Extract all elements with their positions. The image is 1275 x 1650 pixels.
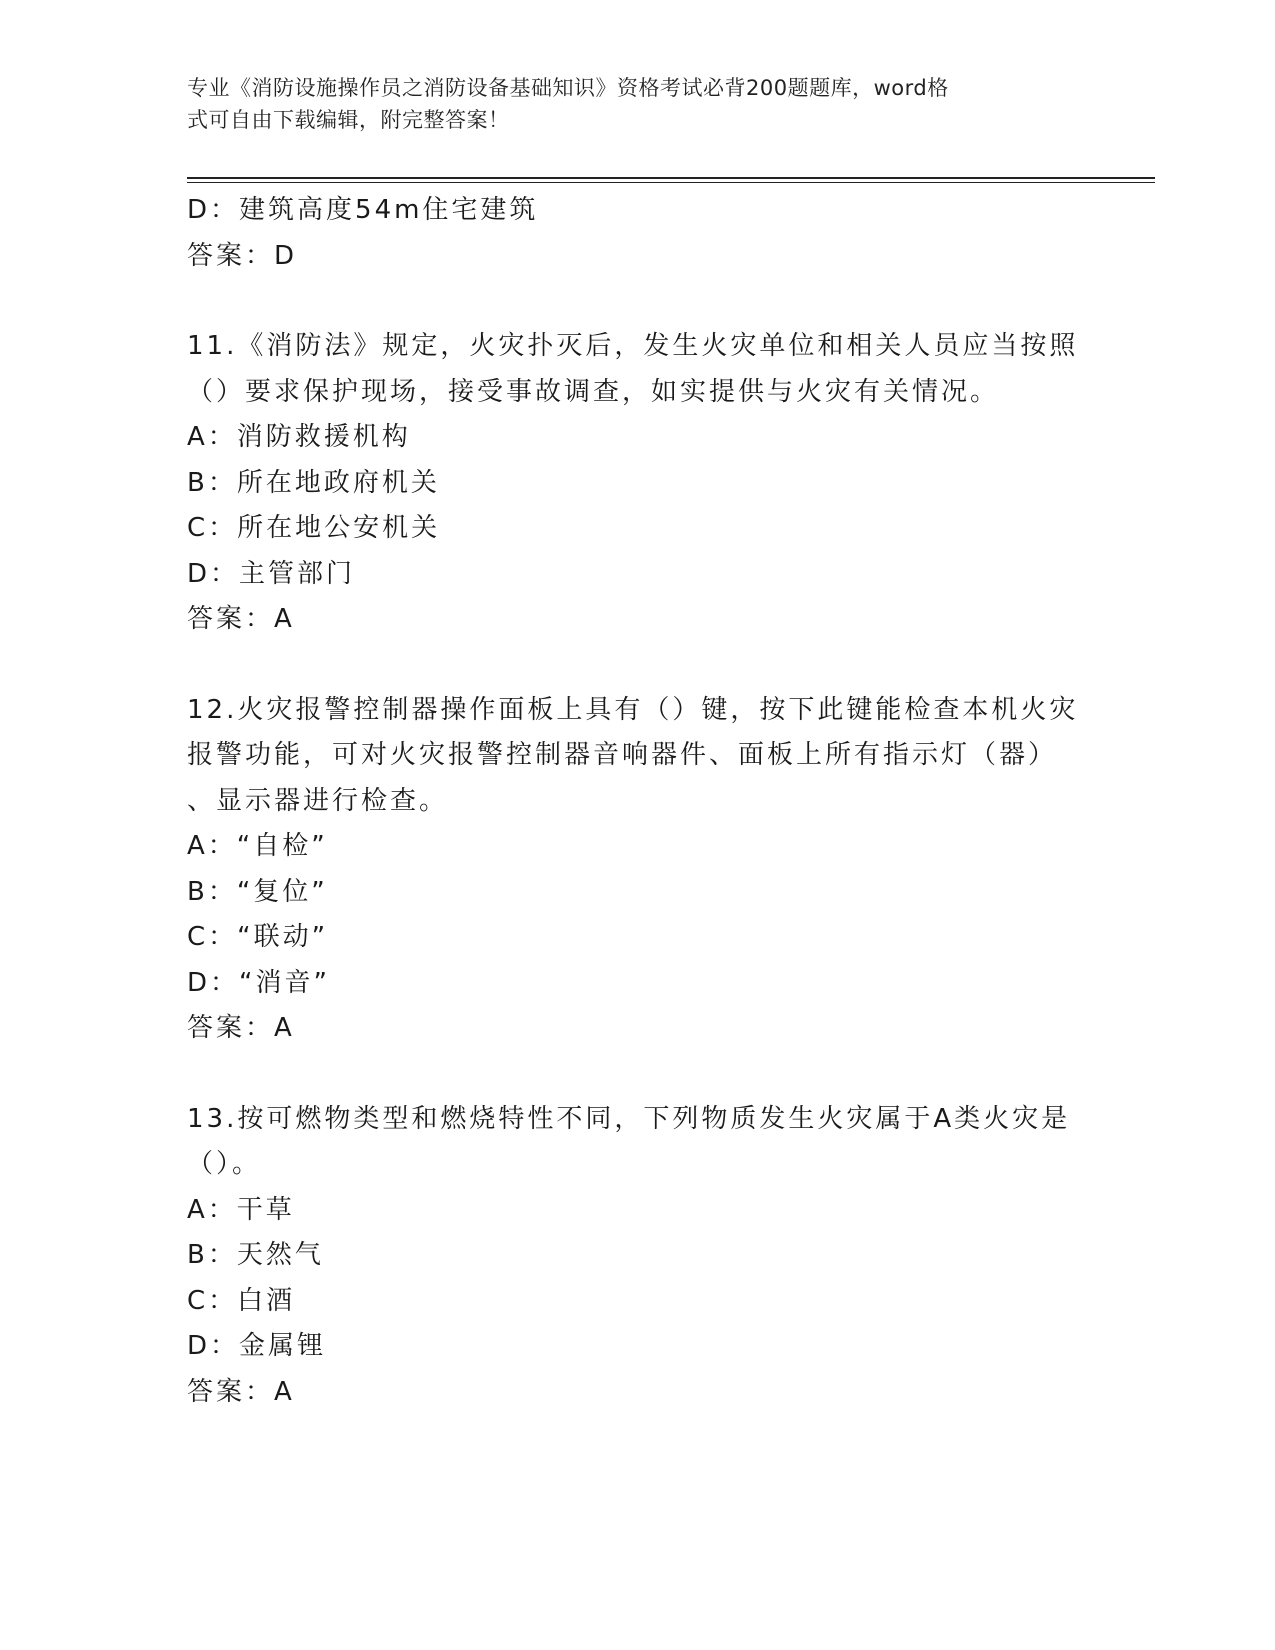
previous-question-tail	[187, 188, 1087, 279]
question-12	[187, 688, 1087, 1052]
answer: 答案：A	[187, 1013, 295, 1043]
option-a: A：消防救援机构	[187, 422, 411, 452]
answer: 答案：D	[187, 240, 298, 271]
option-a: A：干草	[187, 1194, 295, 1225]
option-b: B：所在地政府机关	[187, 467, 440, 498]
option-c: C：“联动”	[187, 922, 329, 952]
question-text-line: （）。	[187, 1149, 262, 1179]
answer: 答案：A	[187, 604, 295, 634]
header-title-line-2: 式可自由下载编辑，附完整答案！	[187, 108, 510, 132]
header-divider-thin	[187, 182, 1155, 183]
header-divider-thick	[187, 177, 1155, 179]
option-c: C：所在地公安机关	[187, 513, 441, 543]
question-text-line: 13.按可燃物类型和燃烧特性不同，下列物质发生火灾属于A类火灾是	[187, 1103, 1071, 1134]
option-c: C：白酒	[187, 1285, 296, 1316]
option-a: A：“自检”	[187, 831, 328, 861]
option-b: B：“复位”	[187, 876, 328, 907]
question-list	[187, 188, 1087, 1415]
option-b: B：天然气	[187, 1240, 324, 1270]
option-d: D：“消音”	[187, 967, 330, 998]
question-11	[187, 324, 1087, 643]
option-d: D：建筑高度54m住宅建筑	[187, 195, 539, 225]
question-text-line: 11.《消防法》规定，火灾扑灭后，发生火灾单位和相关人员应当按照	[187, 331, 1079, 361]
question-text-line: （）要求保护现场，接受事故调查，如实提供与火灾有关情况。	[187, 376, 1000, 407]
header-title-line-1: 专业《消防设施操作员之消防设备基础知识》资格考试必背200题题库，word格	[187, 76, 949, 100]
question-text-line: 报警功能，可对火灾报警控制器音响器件、面板上所有指示灯（器）	[187, 740, 1058, 770]
question-text-line: 12.火灾报警控制器操作面板上具有（）键，按下此键能检查本机火灾	[187, 694, 1079, 725]
option-d: D：主管部门	[187, 558, 356, 589]
document-header	[187, 72, 1067, 136]
answer: 答案：A	[187, 1376, 295, 1407]
option-d: D：金属锂	[187, 1331, 327, 1361]
question-13	[187, 1097, 1087, 1416]
question-text-line: 、显示器进行检查。	[187, 785, 449, 816]
